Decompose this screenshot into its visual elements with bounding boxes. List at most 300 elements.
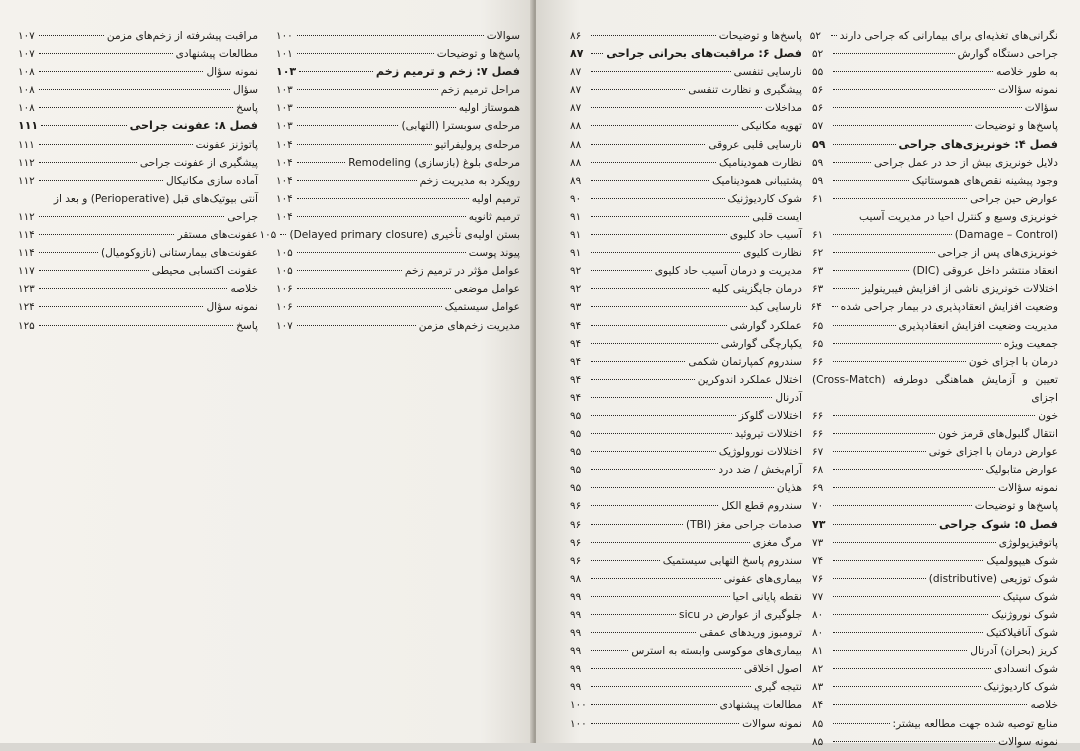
toc-entry-title: درمان جایگزینی کلیه [711,283,802,296]
toc-entry-title: مدیریت زخم‌های مزمن [418,319,520,332]
toc-page-number: ۱۰۸ [18,102,35,115]
toc-entry [812,733,1058,751]
toc-entry-title: نگرانی‌های تغذیه‌ای برای بیمارانی که جراحی دارند [839,30,1058,42]
toc-page-number: ۸۸ [570,138,582,151]
toc-page-number: ۱۰۳ [276,84,293,97]
toc-page-number: ۶۱ [812,192,824,205]
dot-leader [39,325,233,326]
dot-leader [833,723,890,724]
toc-page-number: ۶۴ [810,301,822,314]
dot-leader [833,252,935,253]
toc-page-number: ۸۸ [570,120,582,133]
dot-leader [591,723,739,724]
toc-entry [570,208,802,226]
dot-leader [297,144,432,145]
toc-page-number: ۱۰۸ [18,84,35,97]
toc-entry-title: ایست قلبی [752,210,802,223]
toc-page-number: ۱۰۰ [570,717,587,730]
toc-entry [812,461,1058,479]
toc-entry [276,190,520,208]
toc-entry [812,172,1058,190]
toc-entry-title: فصل ۷: زخم و ترمیم زخم [375,65,520,79]
dot-leader [591,433,732,434]
dot-leader [833,71,993,72]
dot-leader [297,35,484,36]
toc-entry [812,678,1058,696]
toc-entry [276,244,520,262]
dot-leader [297,107,456,108]
toc-page-number: ۱۰۶ [276,301,293,314]
toc-entry-title: ترمیم اولیه [471,192,520,205]
dot-leader [833,144,896,145]
toc-entry-title: مراقبت پیشرفته از زخم‌های مزمن [106,30,258,42]
dot-leader [591,415,736,416]
dot-leader [591,650,628,651]
dot-leader [591,125,738,126]
dot-leader [39,288,227,289]
dot-leader [591,325,727,326]
toc-entry [18,226,258,244]
toc-page-number: ۱۰۱ [276,48,293,61]
toc-page-number: ۹۴ [570,391,582,404]
toc-entry-title: سندروم قطع الکل [721,500,802,513]
dot-leader [831,35,837,36]
toc-page-number: ۵۶ [812,102,824,115]
toc-entry-title: اختلالات خونریزی ناشی از افزایش فیبرینولیز [861,283,1058,296]
toc-page-number: ۸۷ [570,47,584,61]
toc-entry-title: منابع توصیه شده جهت مطالعه بیشتر: [892,717,1058,730]
toc-page-number: ۱۰۷ [276,319,293,332]
toc-entry-title: جلوگیری از عوارض در sicu [679,609,802,621]
toc-entry [18,154,258,172]
toc-page-number: ۹۵ [570,428,582,441]
toc-page-number: ۹۵ [570,446,582,459]
toc-page-number: ۱۲۳ [18,283,35,296]
toc-page-number: ۸۱ [812,645,824,658]
toc-entry [812,443,1058,461]
toc-page-number: ۷۳ [812,536,824,549]
toc-entry [570,136,802,154]
toc-entry [570,226,802,244]
toc-entry-title: بیماری‌های عفونی [723,572,802,585]
toc-page-number: ۵۹ [812,156,824,169]
toc-entry [570,389,802,407]
toc-entry [18,280,258,298]
dot-leader [591,53,603,54]
toc-column-right [809,27,1058,751]
toc-entry [18,262,258,280]
toc-page-number: ۵۶ [812,84,824,97]
dot-leader [833,234,952,235]
toc-entry-title: خونریزی وسیع و کنترل احیا در مدیریت آسیب [859,210,1058,223]
dot-leader [591,632,696,633]
toc-entry-title: پشتیبانی همودینامیک [712,174,802,187]
dot-leader [297,252,466,253]
toc-page-number: ۱۱۱ [18,138,35,151]
toc-entry-title: سندروم پاسخ التهابی سیستمیک [662,554,802,567]
toc-entry-title: جمعیت ویژه [1003,337,1058,350]
toc-entry-title: آماده سازی مکانیکال [165,174,258,187]
toc-page-number: ۶۳ [812,265,824,278]
toc-entry-title: خونریزی‌های پس از جراحی [937,247,1058,260]
toc-page-number: ۹۵ [570,482,582,495]
dot-leader [39,216,224,217]
toc-entry [570,425,802,443]
dot-leader [833,361,966,362]
dot-leader [833,343,1001,344]
toc-entry-title: عفونت اکتسابی محیطی [151,265,258,278]
toc-entry [276,99,520,117]
toc-page-number: ۱۱۴ [18,247,35,260]
dot-leader [833,578,926,579]
toc-page-number: ۹۴ [570,337,582,350]
toc-entry-title: نظارت کلیوی [743,247,802,260]
toc-page-number: ۹۶ [570,554,582,567]
toc-entry [812,371,1058,407]
toc-page-number: ۹۵ [570,409,582,422]
dot-leader [591,306,747,307]
toc-entry-title: کریز (بحران) آدرنال [970,645,1058,658]
dot-leader [591,144,705,145]
toc-entry [570,497,802,515]
toc-page-number: ۱۰۴ [276,156,293,169]
dot-leader [591,198,725,199]
toc-entry [570,262,802,280]
toc-entry [812,335,1058,353]
toc-entry-title: بیماری‌های موکوسی وابسته به استرس [631,645,802,658]
toc-entry-title: آرام‌بخش / ضد درد [718,464,802,477]
dot-leader [297,306,442,307]
toc-entry-title: عفونت‌های مستقر [177,229,258,242]
toc-page-number: ۱۱۲ [18,174,35,187]
toc-entry [276,172,520,190]
toc-entry [570,552,802,570]
toc-entry [812,497,1058,515]
toc-entry-title: شوک هیپوولمیک [986,554,1058,567]
toc-entry-title: به طور خلاصه [996,66,1058,79]
toc-page-number: ۹۲ [570,283,582,296]
toc-page-number: ۸۰ [812,609,824,621]
dot-leader [591,686,751,687]
toc-entry-title: آنتی بیوتیک‌های قبل (Perioperative) و بعد از [53,192,258,205]
dot-leader [833,614,988,615]
dot-leader [833,524,936,525]
toc-page-number: ۹۹ [570,645,582,658]
dot-leader [591,162,716,163]
toc-column-right [259,27,520,335]
toc-entry-title: وجود پیشینه نقص‌های هموستاتیک [911,174,1058,187]
dot-leader [39,107,233,108]
toc-page-number: ۹۶ [570,536,582,549]
toc-chapter-heading [18,117,258,135]
toc-entry [570,190,802,208]
toc-entry [812,534,1058,552]
toc-page-number: ۱۰۵ [259,229,277,242]
toc-entry [18,317,258,335]
toc-page-number: ۵۷ [812,120,824,133]
toc-entry-title: شوک کاردیوژنیک [983,681,1058,694]
dot-leader [833,53,955,54]
toc-page-number: ۸۲ [812,663,824,676]
toc-entry-title: شوک نوروژنیک [991,609,1058,621]
dot-leader [833,668,991,669]
toc-page-number: ۶۶ [812,409,824,422]
toc-page-number: ۹۶ [570,518,582,531]
toc-page-number: ۷۶ [812,572,824,585]
dot-leader [297,288,451,289]
toc-entry-title: مطالعات پیشنهادی [719,699,802,712]
toc-entry [812,208,1058,226]
dot-leader [833,325,896,326]
dot-leader [39,35,104,36]
dot-leader [591,578,721,579]
toc-page-number: ۸۸ [570,156,582,169]
toc-page-number: ۱۰۴ [276,174,293,187]
dot-leader [833,451,926,452]
toc-entry-title: پاسخ [236,102,258,115]
toc-entry [570,99,802,117]
toc-entry [276,317,520,335]
toc-entry [570,624,802,642]
toc-entry [570,660,802,678]
toc-entry [18,45,258,63]
dot-leader [297,53,434,54]
toc-page-number: ۸۹ [570,174,582,187]
toc-page-number: ۹۴ [570,355,582,368]
toc-entry-title: نمونه سوالات [742,717,802,730]
toc-entry-title: بستن اولیه‌ی تأخیری (Delayed primary closure) [289,229,520,242]
toc-entry-title: نظارت همودینامیک [719,156,802,169]
dot-leader [591,270,652,271]
toc-page-number: ۱۰۴ [276,192,293,205]
toc-entry [812,154,1058,172]
toc-entry [276,136,520,154]
dot-leader [833,162,871,163]
toc-page-number: ۶۹ [812,482,824,495]
toc-entry [812,642,1058,660]
toc-page-number: ۶۷ [812,446,824,459]
toc-page-number: ۶۳ [812,283,824,296]
dot-leader [833,505,972,506]
dot-leader [833,107,1022,108]
toc-entry-title: مراحل ترمیم زخم [440,84,520,97]
toc-entry [570,461,802,479]
toc-page-number: ۱۲۴ [18,301,35,314]
dot-leader [591,469,715,470]
toc-page-number: ۵۹ [812,174,824,187]
toc-entry [812,479,1058,497]
right-page [536,0,1080,748]
toc-page-number: ۶۶ [812,355,824,368]
toc-entry [570,117,802,135]
toc-page-number: ۹۹ [570,609,582,621]
dot-leader [591,252,740,253]
toc-page-number: ۸۳ [812,681,824,694]
toc-entry-title: مدیریت وضعیت افزایش انعقادپذیری [898,319,1058,332]
toc-entry-title: ترمیم ثانویه [468,210,520,223]
dot-leader [297,270,402,271]
toc-entry [812,298,1058,316]
toc-page-number: ۸۷ [570,102,582,115]
toc-page-number: ۱۱۱ [18,119,39,133]
dot-leader [591,487,774,488]
toc-entry [18,298,258,316]
dot-leader [591,505,718,506]
toc-entry-title: عوامل موضعی [454,283,520,296]
toc-page-number: ۷۳ [812,517,826,531]
toc-entry [276,298,520,316]
toc-entry-title: عفونت‌های بیمارستانی (نازوکومیال) [100,247,258,260]
toc-page-number: ۱۰۸ [18,66,35,79]
toc-entry [276,27,520,45]
dot-leader [833,415,1035,416]
toc-entry-title: سندروم کمپارتمان شکمی [688,355,802,368]
toc-page-number: ۱۰۳ [276,102,293,115]
toc-column-left [18,27,258,335]
toc-entry-title: اختلال عملکرد اندوکرین [697,373,802,386]
toc-entry-title: اختلالات نورولوژیک [718,446,802,459]
toc-page-number: ۹۰ [570,192,582,205]
toc-entry-title: پاسخ [236,319,258,332]
toc-entry [570,570,802,588]
toc-page-number: ۱۱۲ [18,210,35,223]
toc-entry [18,99,258,117]
toc-entry [812,317,1058,335]
toc-entry-title: پیشگیری و نظارت تنفسی [688,84,802,97]
toc-page-number: ۹۶ [570,500,582,513]
toc-entry [570,642,802,660]
toc-page-number: ۶۲ [812,247,824,260]
dot-leader [591,524,683,525]
toc-page-number: ۱۰۴ [276,210,293,223]
toc-page-number: ۹۹ [570,590,582,603]
toc-entry-title: هموستاز اولیه [458,102,520,115]
toc-page-number: ۶۵ [812,337,824,350]
dot-leader [591,596,730,597]
dot-leader [833,270,909,271]
dot-leader [591,71,731,72]
toc-entry [812,570,1058,588]
toc-entry-title: سؤالات [1024,102,1058,115]
toc-entry-title: مرگ مغزی [752,536,802,549]
toc-page-number: ۱۲۵ [18,319,35,332]
toc-page-number: ۱۱۷ [18,265,35,278]
toc-entry [570,335,802,353]
toc-entry [812,262,1058,280]
toc-entry [276,208,520,226]
dot-leader [833,288,859,289]
toc-page-number: ۷۷ [812,590,824,603]
toc-entry-title: مدیریت و درمان آسیب حاد کلیوی [654,265,802,278]
dot-leader [280,234,286,235]
toc-entry-title: صدمات جراحی مغز (TBI) [685,518,802,531]
toc-page-number: ۸۰ [812,627,824,640]
toc-entry [570,154,802,172]
toc-page-number: ۵۹ [812,137,826,151]
toc-entry-title: خلاصه [1030,699,1058,712]
toc-page-number: ۵۲ [812,48,824,61]
toc-entry [812,226,1058,244]
dot-leader [39,162,137,163]
toc-entry [18,63,258,81]
dot-leader [833,560,983,561]
toc-entry-title: وضعیت افزایش انعقادپذیری در بیمار جراحی شده [840,301,1058,314]
toc-entry-title: عملکرد گوارشی [729,319,802,332]
toc-entry [812,715,1058,733]
toc-entry-title: یکپارچگی گوارشی [720,337,802,350]
dot-leader [297,216,466,217]
toc-page-number: ۹۹ [570,627,582,640]
toc-page-number: ۱۰۵ [276,265,293,278]
toc-entry [812,190,1058,208]
toc-page-number: ۹۹ [570,681,582,694]
toc-entry-title: سوالات [486,30,520,42]
toc-entry-title: پیشگیری از عفونت جراحی [139,156,258,169]
toc-page-number: ۱۰۳ [276,65,297,79]
dot-leader [833,650,967,651]
dot-leader [591,234,727,235]
dot-leader [39,270,149,271]
dot-leader [591,614,676,615]
dot-leader [591,704,717,705]
toc-page-number: ۸۷ [570,66,582,79]
toc-page-number: ۹۹ [570,663,582,676]
toc-entry [570,715,802,733]
toc-entry [570,317,802,335]
toc-page-number: ۸۶ [570,30,582,42]
toc-page-number: ۱۰۰ [276,30,293,42]
toc-entry-title: آسیب حاد کلیوی [729,229,802,242]
toc-page-number: ۱۱۴ [18,229,35,242]
toc-page-number: ۹۱ [570,210,582,223]
toc-entry-title: فصل ۸: عفونت جراحی [129,119,258,133]
toc-page-number: ۱۰۷ [18,48,35,61]
dot-leader [41,125,127,126]
toc-entry-title: پاسخ‌ها و توضیحات [974,500,1058,513]
dot-leader [39,53,173,54]
toc-page-number: ۹۱ [570,247,582,260]
toc-entry-title: شوک آنافیلاکتیک [986,627,1058,640]
toc-entry-title: نمونه سؤال [206,66,258,79]
toc-entry [570,244,802,262]
toc-entry-title: نارسایی کبد [749,301,802,314]
toc-entry-title: اختلالات گلوکز [738,409,802,422]
toc-page-number: ۸۵ [812,717,824,730]
toc-entry [570,606,802,624]
dot-leader [591,361,685,362]
toc-entry [570,27,802,45]
toc-entry-title: درمان با اجزای خون [968,355,1058,368]
dot-leader [39,144,193,145]
toc-entry-title: خون [1038,409,1058,422]
toc-entry-title: دلایل خونریزی بیش از حد در عمل جراحی [873,156,1058,169]
toc-entry [276,117,520,135]
dot-leader [591,89,685,90]
toc-entry [570,696,802,714]
dot-leader [832,306,838,307]
toc-entry-title: هذیان [776,482,802,495]
toc-entry [276,81,520,99]
dot-leader [833,180,909,181]
dot-leader [833,89,995,90]
dot-leader [833,704,1027,705]
toc-entry-title: تعیین و آزمایش هماهنگی دوطرفه (Cross-Match) اجزای [812,373,1058,404]
toc-entry [570,353,802,371]
toc-page-number: ۶۵ [812,319,824,332]
toc-chapter-heading [276,63,520,81]
toc-entry [18,208,258,226]
toc-entry-title: تهویه مکانیکی [741,120,802,133]
